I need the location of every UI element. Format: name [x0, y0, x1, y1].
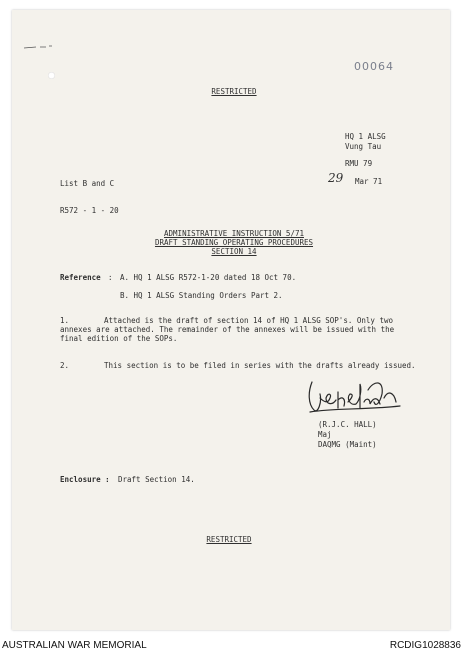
signatory-name: (R.J.C. HALL)	[318, 420, 377, 429]
signatory-rank: Maj	[318, 430, 332, 439]
classification-bottom: RESTRICTED	[206, 535, 252, 544]
reference-a: A. HQ 1 ALSG R572-1-20 dated 18 Oct 70.	[120, 273, 297, 282]
paragraph-2-line-1: This section is to be filed in series with the drafts already issued.	[104, 361, 416, 370]
paragraph-2-number: 2.	[60, 361, 70, 370]
enclosure-value: Draft Section 14.	[118, 475, 195, 484]
reference-colon: :	[108, 273, 113, 282]
title-line-3: SECTION 14	[211, 247, 257, 256]
date-typed: Mar 71	[355, 177, 383, 186]
paragraph-1-line-3: final edition of the SOPs.	[60, 334, 178, 343]
file-reference: R572 - 1 - 20	[60, 206, 119, 215]
classification-top: RESTRICTED	[211, 87, 257, 96]
sender-unit: HQ 1 ALSG	[345, 132, 386, 141]
pen-mark	[22, 40, 62, 54]
paragraph-1-number: 1.	[60, 316, 70, 325]
signatory-appointment: DAQMG (Maint)	[318, 440, 377, 449]
paragraph-1-line-1: Attached is the draft of section 14 of HQ 1 ALSG SOP's. Only two	[104, 316, 393, 325]
distribution-list: List B and C	[60, 179, 115, 188]
document-page	[12, 10, 450, 630]
reference-b: B. HQ 1 ALSG Standing Orders Part 2.	[120, 291, 283, 300]
title-line-2: DRAFT STANDING OPERATING PROCEDURES	[154, 238, 314, 247]
signature-icon	[304, 372, 404, 420]
month-reference: RMU 79	[345, 159, 373, 168]
paragraph-1-line-2: annexes are attached. The remainder of the annexes will be issued with the	[60, 325, 395, 334]
footer-source: AUSTRALIAN WAR MEMORIAL	[2, 640, 147, 651]
title-line-1: ADMINISTRATIVE INSTRUCTION 5/71	[164, 229, 304, 238]
archive-stamp-number: 00064	[354, 60, 394, 73]
date-handwritten: 29	[328, 171, 344, 185]
punch-hole-icon	[48, 72, 55, 79]
enclosure-label: Enclosure :	[60, 475, 110, 484]
reference-label: Reference	[60, 273, 101, 282]
footer-record-id: RCDIG1028836	[389, 640, 461, 651]
sender-location: Vung Tau	[345, 142, 382, 151]
